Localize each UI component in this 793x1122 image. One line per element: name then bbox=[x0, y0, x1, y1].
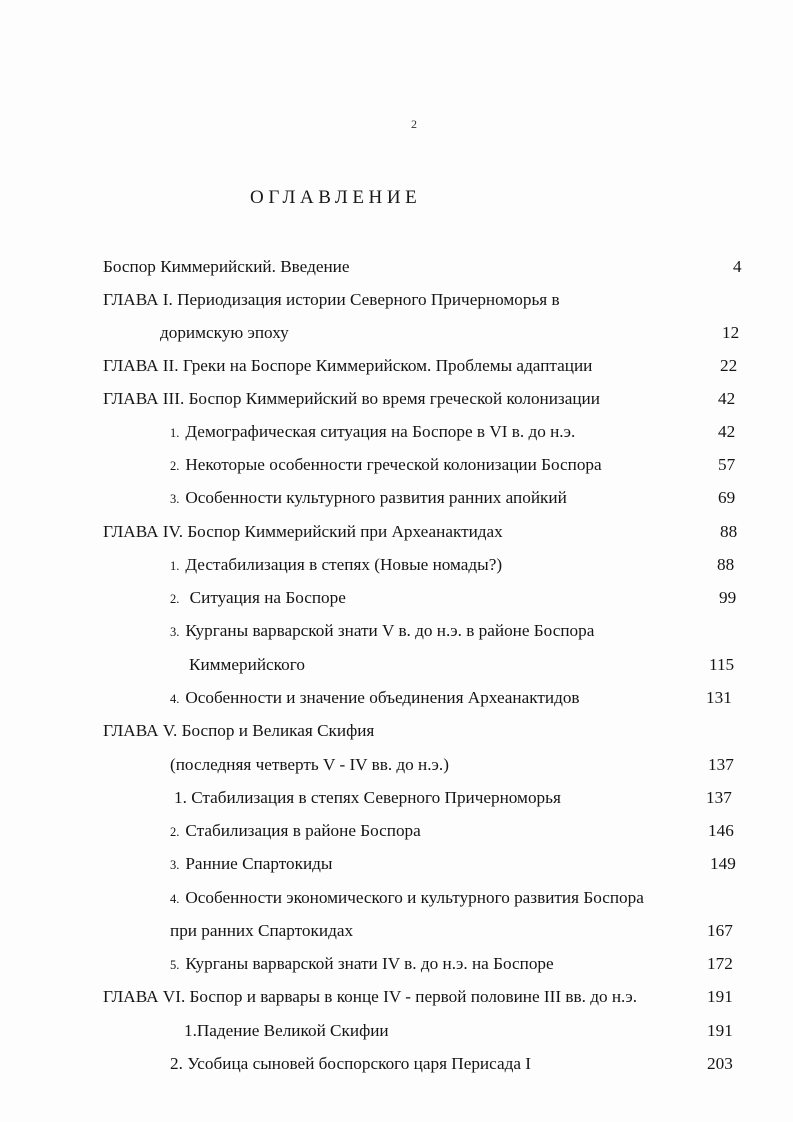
toc-entry-text: (последняя четверть V - IV вв. до н.э.) bbox=[170, 755, 449, 774]
toc-entry[interactable] bbox=[0, 885, 793, 911]
toc-page-number: 88 bbox=[717, 555, 735, 574]
list-marker: 1. bbox=[170, 426, 180, 440]
toc-page-number: 191 bbox=[707, 1021, 733, 1040]
toc-entry-label bbox=[170, 485, 567, 512]
toc-entry[interactable] bbox=[0, 1051, 793, 1077]
toc-entry-label bbox=[170, 685, 580, 712]
toc-page-number: 57 bbox=[718, 455, 736, 474]
toc-entry[interactable] bbox=[0, 851, 793, 877]
toc-entry-text: ГЛАВА IV. Боспор Киммерийский при Археанактидах bbox=[103, 522, 503, 541]
toc-title: ОГЛАВЛЕНИЕ bbox=[250, 187, 422, 208]
toc-page-number: 42 bbox=[718, 422, 736, 441]
toc-entry[interactable] bbox=[0, 254, 793, 280]
toc-entry-text: 2. Усобица сыновей боспорского царя Перисада I bbox=[170, 1054, 531, 1073]
toc-entry[interactable] bbox=[0, 320, 793, 346]
toc-page-number: 191 bbox=[707, 987, 733, 1006]
toc-entry-text: при ранних Спартокидах bbox=[170, 921, 354, 940]
toc-entry-text: 1.Падение Великой Скифии bbox=[184, 1021, 389, 1040]
toc-page-number: 42 bbox=[718, 389, 736, 408]
toc-entry-label bbox=[170, 452, 602, 479]
toc-entry-text: Курганы варварской знати V в. до н.э. в районе Боспора bbox=[185, 621, 595, 640]
list-marker: 5. bbox=[170, 958, 180, 972]
toc-page-number: 12 bbox=[722, 323, 740, 342]
toc-page-number: 131 bbox=[706, 688, 732, 707]
list-marker: 3. bbox=[170, 492, 180, 506]
toc-entry-label bbox=[170, 618, 594, 645]
page-number: 2 bbox=[411, 117, 417, 131]
toc-entry[interactable] bbox=[0, 818, 793, 844]
toc-entry-text: Демографическая ситуация на Боспоре в VI в. до н.э. bbox=[185, 422, 576, 441]
toc-entry-label bbox=[170, 851, 332, 878]
toc-entry[interactable] bbox=[0, 552, 793, 578]
list-marker: 3. bbox=[170, 858, 180, 872]
list-marker: 2. bbox=[170, 459, 180, 473]
toc-entry-text: Ранние Спартокиды bbox=[185, 854, 333, 873]
toc-page-number: 69 bbox=[718, 488, 736, 507]
toc-entry[interactable] bbox=[0, 752, 793, 778]
toc-entry[interactable] bbox=[0, 685, 793, 711]
toc-entry-text: Дестабилизация в степях (Новые номады?) bbox=[185, 555, 503, 574]
toc-entry-text: ГЛАВА III. Боспор Киммерийский во время греческой колонизации bbox=[103, 389, 600, 408]
toc-entry[interactable] bbox=[0, 452, 793, 478]
toc-entry-text: Курганы варварской знати IV в. до н.э. на Боспоре bbox=[185, 954, 554, 973]
list-marker: 2. bbox=[170, 592, 180, 606]
toc-page-number: 99 bbox=[719, 588, 737, 607]
toc-entry-text: Особенности культурного развития ранних апойкий bbox=[185, 488, 567, 507]
toc-entry[interactable] bbox=[0, 353, 793, 379]
toc-entry-text: Стабилизация в районе Боспора bbox=[185, 821, 421, 840]
toc-entry[interactable] bbox=[0, 287, 793, 313]
toc-entry[interactable] bbox=[0, 419, 793, 445]
toc-entry-text: ГЛАВА I. Периодизация истории Северного Причерноморья в bbox=[103, 290, 560, 309]
toc-page-number: 22 bbox=[720, 356, 738, 375]
list-marker: 3. bbox=[170, 625, 180, 639]
toc-page-number: 149 bbox=[710, 854, 736, 873]
toc-entry[interactable] bbox=[0, 386, 793, 412]
toc-page-number: 203 bbox=[707, 1054, 733, 1073]
toc-page-number: 4 bbox=[733, 257, 742, 276]
toc-page-number: 146 bbox=[708, 821, 734, 840]
toc-entry-label bbox=[170, 951, 554, 978]
toc-page-number: 115 bbox=[709, 655, 735, 674]
list-marker: 4. bbox=[170, 692, 180, 706]
toc-entry-text: Ситуация на Боспоре bbox=[185, 588, 346, 607]
toc-entry-text: ГЛАВА VI. Боспор и варвары в конце IV - первой половине III вв. до н.э. bbox=[103, 987, 638, 1006]
toc-entry-label bbox=[170, 818, 421, 845]
list-marker: 4. bbox=[170, 892, 180, 906]
toc-page-number: 137 bbox=[708, 755, 734, 774]
toc-entry[interactable] bbox=[0, 984, 793, 1010]
toc-entry-text: Киммерийского bbox=[189, 655, 305, 674]
toc-entry[interactable] bbox=[0, 785, 793, 811]
toc-entry-text: 1. Стабилизация в степях Северного Причерноморья bbox=[174, 788, 561, 807]
toc-entry[interactable] bbox=[0, 585, 793, 611]
list-marker: 1. bbox=[170, 559, 180, 573]
toc-entry-text: Особенности и значение объединения Археанактидов bbox=[185, 688, 580, 707]
toc-entry[interactable] bbox=[0, 718, 793, 744]
toc-entry[interactable] bbox=[0, 918, 793, 944]
toc-entry-label bbox=[170, 552, 502, 579]
toc-page-number: 88 bbox=[720, 522, 738, 541]
toc-entry[interactable] bbox=[0, 618, 793, 644]
toc-entry-label bbox=[170, 885, 644, 912]
toc-entry-text: ГЛАВА V. Боспор и Великая Скифия bbox=[103, 721, 375, 740]
toc-entry[interactable] bbox=[0, 485, 793, 511]
toc-page-number: 137 bbox=[706, 788, 732, 807]
toc-page-number: 172 bbox=[707, 954, 733, 973]
toc-entry-label bbox=[170, 419, 575, 446]
toc-page-number: 167 bbox=[707, 921, 733, 940]
toc-entry[interactable] bbox=[0, 1018, 793, 1044]
toc-entry-label bbox=[170, 585, 346, 612]
toc-entry-text: доримскую эпоху bbox=[160, 323, 289, 342]
toc-entry[interactable] bbox=[0, 951, 793, 977]
toc-entry-text: Особенности экономического и культурного развития Боспора bbox=[185, 888, 644, 907]
toc-entry[interactable] bbox=[0, 519, 793, 545]
toc-entry[interactable] bbox=[0, 652, 793, 678]
toc-entry-text: Боспор Киммерийский. Введение bbox=[103, 257, 350, 276]
toc-entry-text: Некоторые особенности греческой колонизации Боспора bbox=[185, 455, 602, 474]
list-marker: 2. bbox=[170, 825, 180, 839]
toc-entry-text: ГЛАВА II. Греки на Боспоре Киммерийском. Проблемы адаптации bbox=[103, 356, 593, 375]
